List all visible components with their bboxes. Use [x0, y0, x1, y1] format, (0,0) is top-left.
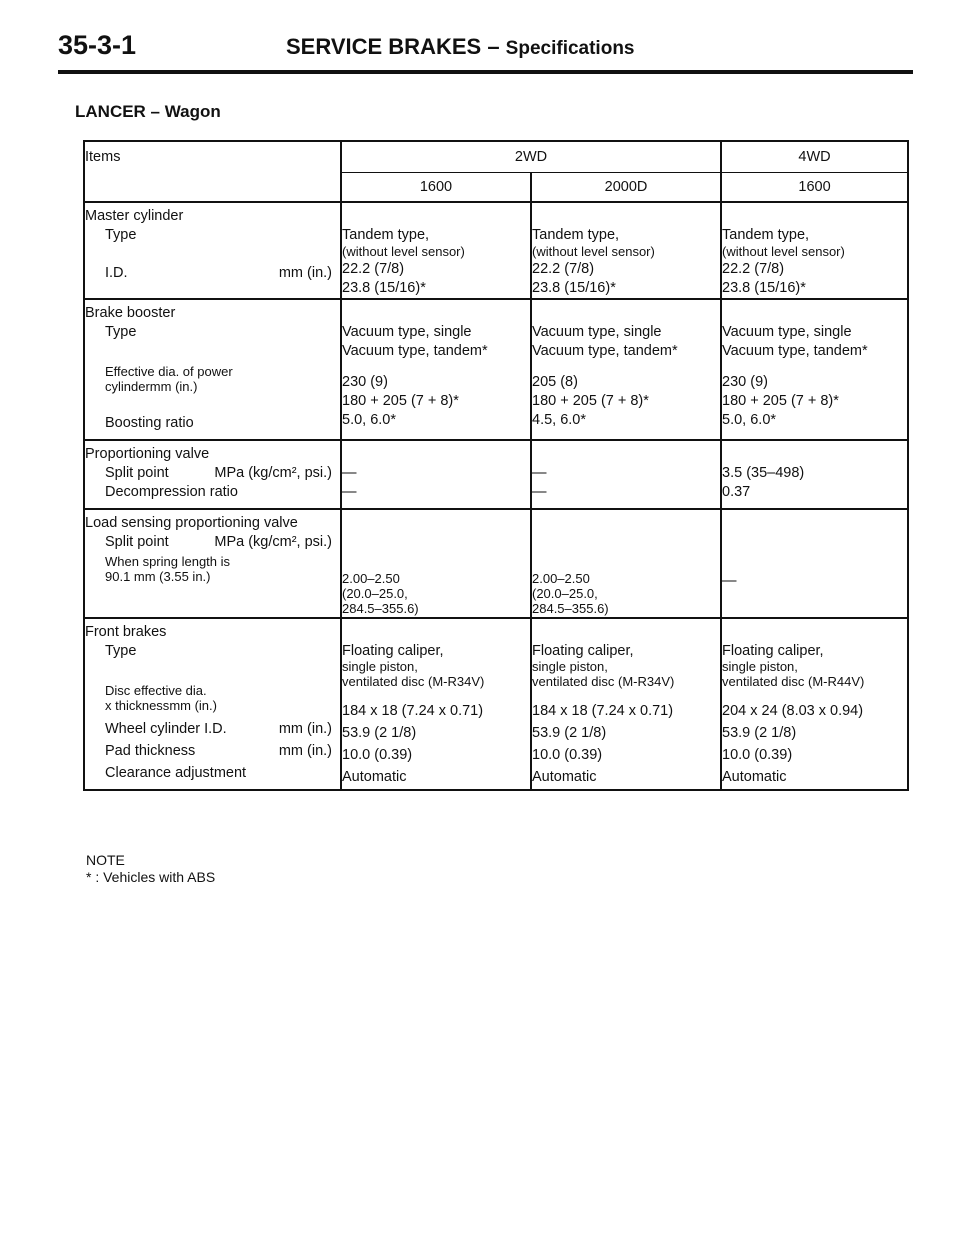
master-cylinder-label: Master cylinder — [85, 208, 184, 224]
load-c1-v3: 284.5–355.6) — [342, 600, 419, 616]
prop-valve-label: Proportioning valve — [85, 445, 210, 462]
front-c1-t2: single piston, — [342, 659, 418, 675]
master-c2 — [531, 202, 721, 299]
load-sensing-row — [84, 509, 908, 618]
front-c2-wheel: 53.9 (2 1/8) — [532, 725, 607, 742]
front-c1-clear: Automatic — [342, 769, 407, 786]
page-number: 35-3-1 — [58, 30, 137, 60]
front-c2-disc: 184 x 18 (7.24 x 0.71) — [532, 703, 674, 720]
front-wheel-unit: mm (in.) — [278, 720, 332, 737]
booster-eff-row — [85, 380, 340, 395]
booster-c1-ratio: 5.0, 6.0* — [342, 411, 397, 428]
prop-decomp-label: Decompression ratio — [105, 483, 238, 500]
prop-c3-decomp: 0.37 — [722, 483, 751, 500]
prop-valve-items — [84, 440, 341, 509]
master-c3-id2: 23.8 (15/16)* — [722, 279, 806, 296]
front-disc-row — [85, 699, 340, 720]
prop-split-row — [85, 464, 340, 483]
front-c1-wheel: 53.9 (2 1/8) — [342, 725, 417, 742]
booster-eff-label1: Effective dia. of power — [105, 363, 233, 379]
booster-eff-label2: cylinder — [105, 378, 150, 394]
front-c1-t1: Floating caliper, — [342, 642, 444, 659]
front-disc-label1: Disc effective dia. — [105, 682, 207, 698]
load-c1 — [341, 509, 531, 618]
master-cylinder-items — [84, 202, 341, 299]
front-c1 — [341, 618, 531, 790]
master-c1-id2: 23.8 (15/16)* — [342, 279, 426, 296]
front-pad-unit: mm (in.) — [278, 742, 332, 759]
front-pad-label: Pad thickness — [105, 742, 196, 759]
booster-c3-dia2: 180 + 205 (7 + 8)* — [722, 392, 839, 409]
booster-c2-type2: Vacuum type, tandem* — [532, 342, 678, 359]
master-c1-type1: Tandem type, — [342, 227, 430, 243]
load-split-row — [85, 533, 340, 552]
title-main: SERVICE BRAKES — [286, 34, 482, 59]
booster-c3 — [721, 299, 908, 440]
front-c2 — [531, 618, 721, 790]
load-when1: When spring length is — [105, 553, 231, 569]
booster-label: Brake booster — [85, 304, 176, 321]
master-c1 — [341, 202, 531, 299]
load-sensing-items — [84, 509, 341, 618]
front-brakes-row — [84, 618, 908, 790]
brake-booster-row — [84, 299, 908, 440]
group-4wd: 4WD — [721, 141, 908, 173]
front-brakes-label: Front brakes — [85, 623, 167, 640]
master-c1-id1: 22.2 (7/8) — [342, 260, 405, 277]
front-c3 — [721, 618, 908, 790]
front-type-label: Type — [105, 642, 137, 659]
front-c2-t2: single piston, — [532, 659, 608, 675]
booster-c2-dia1: 205 (8) — [532, 373, 578, 390]
brake-booster-items — [84, 299, 341, 440]
prop-c1-split: — — [342, 464, 357, 481]
load-c3-v1: — — [722, 572, 737, 589]
load-sensing-label: Load sensing proportioning valve — [85, 514, 298, 531]
booster-type-label: Type — [105, 323, 137, 340]
front-c1-disc: 184 x 18 (7.24 x 0.71) — [342, 703, 484, 720]
col-2000d: 2000D — [531, 173, 721, 203]
load-split-label: Split point — [105, 533, 169, 550]
front-clear-label: Clearance adjustment — [105, 764, 247, 781]
booster-c1-type2: Vacuum type, tandem* — [342, 342, 488, 359]
master-id-label: I.D. — [105, 265, 128, 281]
booster-c3-dia1: 230 (9) — [722, 373, 768, 390]
master-c3-type2: (without level sensor) — [722, 244, 845, 259]
load-when2: 90.1 mm (3.55 in.) — [105, 568, 211, 584]
master-id-unit: mm (in.) — [278, 265, 332, 281]
front-c2-clear: Automatic — [532, 769, 597, 786]
section-title: LANCER – Wagon — [75, 102, 221, 121]
front-disc-label2: x thickness — [105, 697, 170, 713]
load-c1-v1: 2.00–2.50 — [342, 570, 400, 586]
front-c1-t3: ventilated disc (M-R34V) — [342, 674, 485, 690]
note-heading: NOTE — [86, 852, 125, 868]
front-disc-unit: mm (in.) — [169, 697, 217, 713]
prop-c2-split: — — [532, 464, 547, 481]
master-c3-type1: Tandem type, — [722, 227, 810, 243]
front-c3-wheel: 53.9 (2 1/8) — [722, 725, 797, 742]
spec-table — [83, 140, 909, 791]
load-c2 — [531, 509, 721, 618]
group-2wd: 2WD — [341, 141, 721, 173]
load-c3 — [721, 509, 908, 618]
note-text: * : Vehicles with ABS — [86, 868, 216, 885]
prop-split-unit: MPa (kg/cm², psi.) — [214, 464, 332, 481]
master-c2-id1: 22.2 (7/8) — [532, 260, 595, 277]
note-block — [86, 852, 215, 886]
booster-c3-type2: Vacuum type, tandem* — [722, 342, 868, 359]
prop-split-label: Split point — [105, 464, 169, 481]
items-header: Items — [84, 141, 341, 202]
header-rule — [58, 70, 913, 74]
front-c1-pad: 10.0 (0.39) — [342, 747, 413, 764]
front-pad-row — [85, 742, 340, 764]
proportioning-valve-row — [84, 440, 908, 509]
front-wheel-label: Wheel cylinder I.D. — [105, 720, 227, 737]
load-c2-v1: 2.00–2.50 — [532, 570, 590, 586]
front-c3-t2: single piston, — [722, 659, 798, 675]
col-1600: 1600 — [341, 173, 531, 203]
front-c2-t3: ventilated disc (M-R34V) — [532, 674, 675, 690]
prop-c3 — [721, 440, 908, 509]
front-c3-t1: Floating caliper, — [722, 642, 824, 659]
booster-c2-type1: Vacuum type, single — [532, 323, 662, 340]
title-subtitle: Specifications — [505, 38, 635, 59]
load-c2-v3: 284.5–355.6) — [532, 600, 609, 616]
booster-c2-ratio: 4.5, 6.0* — [532, 411, 587, 428]
master-c3-id1: 22.2 (7/8) — [722, 260, 785, 277]
front-c2-pad: 10.0 (0.39) — [532, 747, 603, 764]
booster-c1-dia2: 180 + 205 (7 + 8)* — [342, 392, 459, 409]
master-type-label: Type — [105, 227, 137, 243]
booster-eff-unit: mm (in.) — [149, 378, 198, 394]
load-split-unit: MPa (kg/cm², psi.) — [214, 533, 332, 550]
load-c1-v2: (20.0–25.0, — [342, 585, 408, 601]
front-c3-clear: Automatic — [722, 769, 787, 786]
title-separator: – — [481, 34, 506, 59]
master-c2-type2: (without level sensor) — [532, 244, 655, 259]
master-c1-type2: (without level sensor) — [342, 244, 465, 259]
prop-c1 — [341, 440, 531, 509]
header-row-1 — [84, 141, 908, 173]
master-id-row — [85, 264, 340, 283]
front-c2-t1: Floating caliper, — [532, 642, 634, 659]
front-c3-pad: 10.0 (0.39) — [722, 747, 793, 764]
master-c2-type1: Tandem type, — [532, 227, 620, 243]
prop-c3-split: 3.5 (35–498) — [722, 464, 805, 481]
master-c2-id2: 23.8 (15/16)* — [532, 279, 616, 296]
booster-c3-type1: Vacuum type, single — [722, 323, 852, 340]
front-brakes-items — [84, 618, 341, 790]
booster-c1-dia1: 230 (9) — [342, 373, 388, 390]
booster-c3-ratio: 5.0, 6.0* — [722, 411, 777, 428]
booster-c1 — [341, 299, 531, 440]
col-4wd-1600: 1600 — [721, 173, 908, 203]
master-cylinder-row — [84, 202, 908, 299]
load-c2-v2: (20.0–25.0, — [532, 585, 598, 601]
master-c3 — [721, 202, 908, 299]
front-c3-disc: 204 x 24 (8.03 x 0.94) — [722, 703, 864, 720]
booster-c2-dia2: 180 + 205 (7 + 8)* — [532, 392, 649, 409]
front-wheel-row — [85, 720, 340, 742]
prop-c2-decomp: — — [532, 483, 547, 500]
booster-c2 — [531, 299, 721, 440]
page-title — [286, 34, 635, 60]
booster-ratio-label: Boosting ratio — [105, 414, 194, 431]
booster-c1-type1: Vacuum type, single — [342, 323, 472, 340]
prop-c1-decomp: — — [342, 483, 357, 500]
front-c3-t3: ventilated disc (M-R44V) — [722, 674, 865, 690]
prop-c2 — [531, 440, 721, 509]
